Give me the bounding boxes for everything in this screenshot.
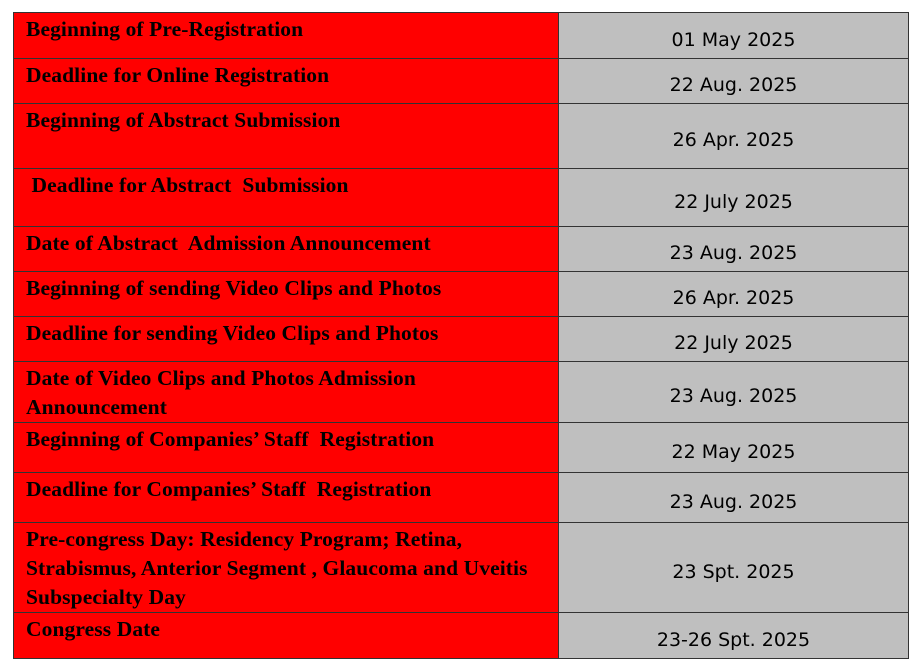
table-row (14, 423, 909, 473)
schedule-table-body (14, 13, 909, 659)
event-name-cell: Date of Video Clips and Photos Admission Announcement (14, 362, 559, 423)
table-row (14, 169, 909, 227)
event-date-cell: 22 July 2025 (559, 317, 909, 362)
event-date-cell: 23-26 Spt. 2025 (559, 613, 909, 659)
event-name-cell: Pre-congress Day: Residency Program; Retina, Strabismus, Anterior Segment , Glaucoma and Uveitis Subspecialty Day (14, 523, 559, 613)
event-name-cell: Deadline for Online Registration (14, 59, 559, 104)
table-row (14, 227, 909, 272)
table-row (14, 613, 909, 659)
event-date-cell: 22 July 2025 (559, 169, 909, 227)
event-date-cell: 22 Aug. 2025 (559, 59, 909, 104)
event-name-cell: Congress Date (14, 613, 559, 659)
event-name-cell: Beginning of Pre-Registration (14, 13, 559, 59)
table-row (14, 13, 909, 59)
event-name-cell: Beginning of sending Video Clips and Photos (14, 272, 559, 317)
table-row (14, 362, 909, 423)
event-date-cell: 01 May 2025 (559, 13, 909, 59)
table-row (14, 59, 909, 104)
event-date-cell: 23 Aug. 2025 (559, 362, 909, 423)
schedule-table (13, 12, 909, 659)
event-date-cell: 23 Aug. 2025 (559, 227, 909, 272)
event-name-cell: Deadline for Companies’ Staff Registration (14, 473, 559, 523)
event-name-cell: Deadline for Abstract Submission (14, 169, 559, 227)
table-row (14, 272, 909, 317)
event-name-cell: Deadline for sending Video Clips and Photos (14, 317, 559, 362)
table-row (14, 317, 909, 362)
table-row (14, 523, 909, 613)
event-name-cell: Beginning of Companies’ Staff Registration (14, 423, 559, 473)
event-date-cell: 22 May 2025 (559, 423, 909, 473)
event-name-cell: Date of Abstract Admission Announcement (14, 227, 559, 272)
table-row (14, 104, 909, 169)
event-name-cell: Beginning of Abstract Submission (14, 104, 559, 169)
table-row (14, 473, 909, 523)
event-date-cell: 26 Apr. 2025 (559, 104, 909, 169)
event-date-cell: 23 Aug. 2025 (559, 473, 909, 523)
event-date-cell: 23 Spt. 2025 (559, 523, 909, 613)
event-date-cell: 26 Apr. 2025 (559, 272, 909, 317)
